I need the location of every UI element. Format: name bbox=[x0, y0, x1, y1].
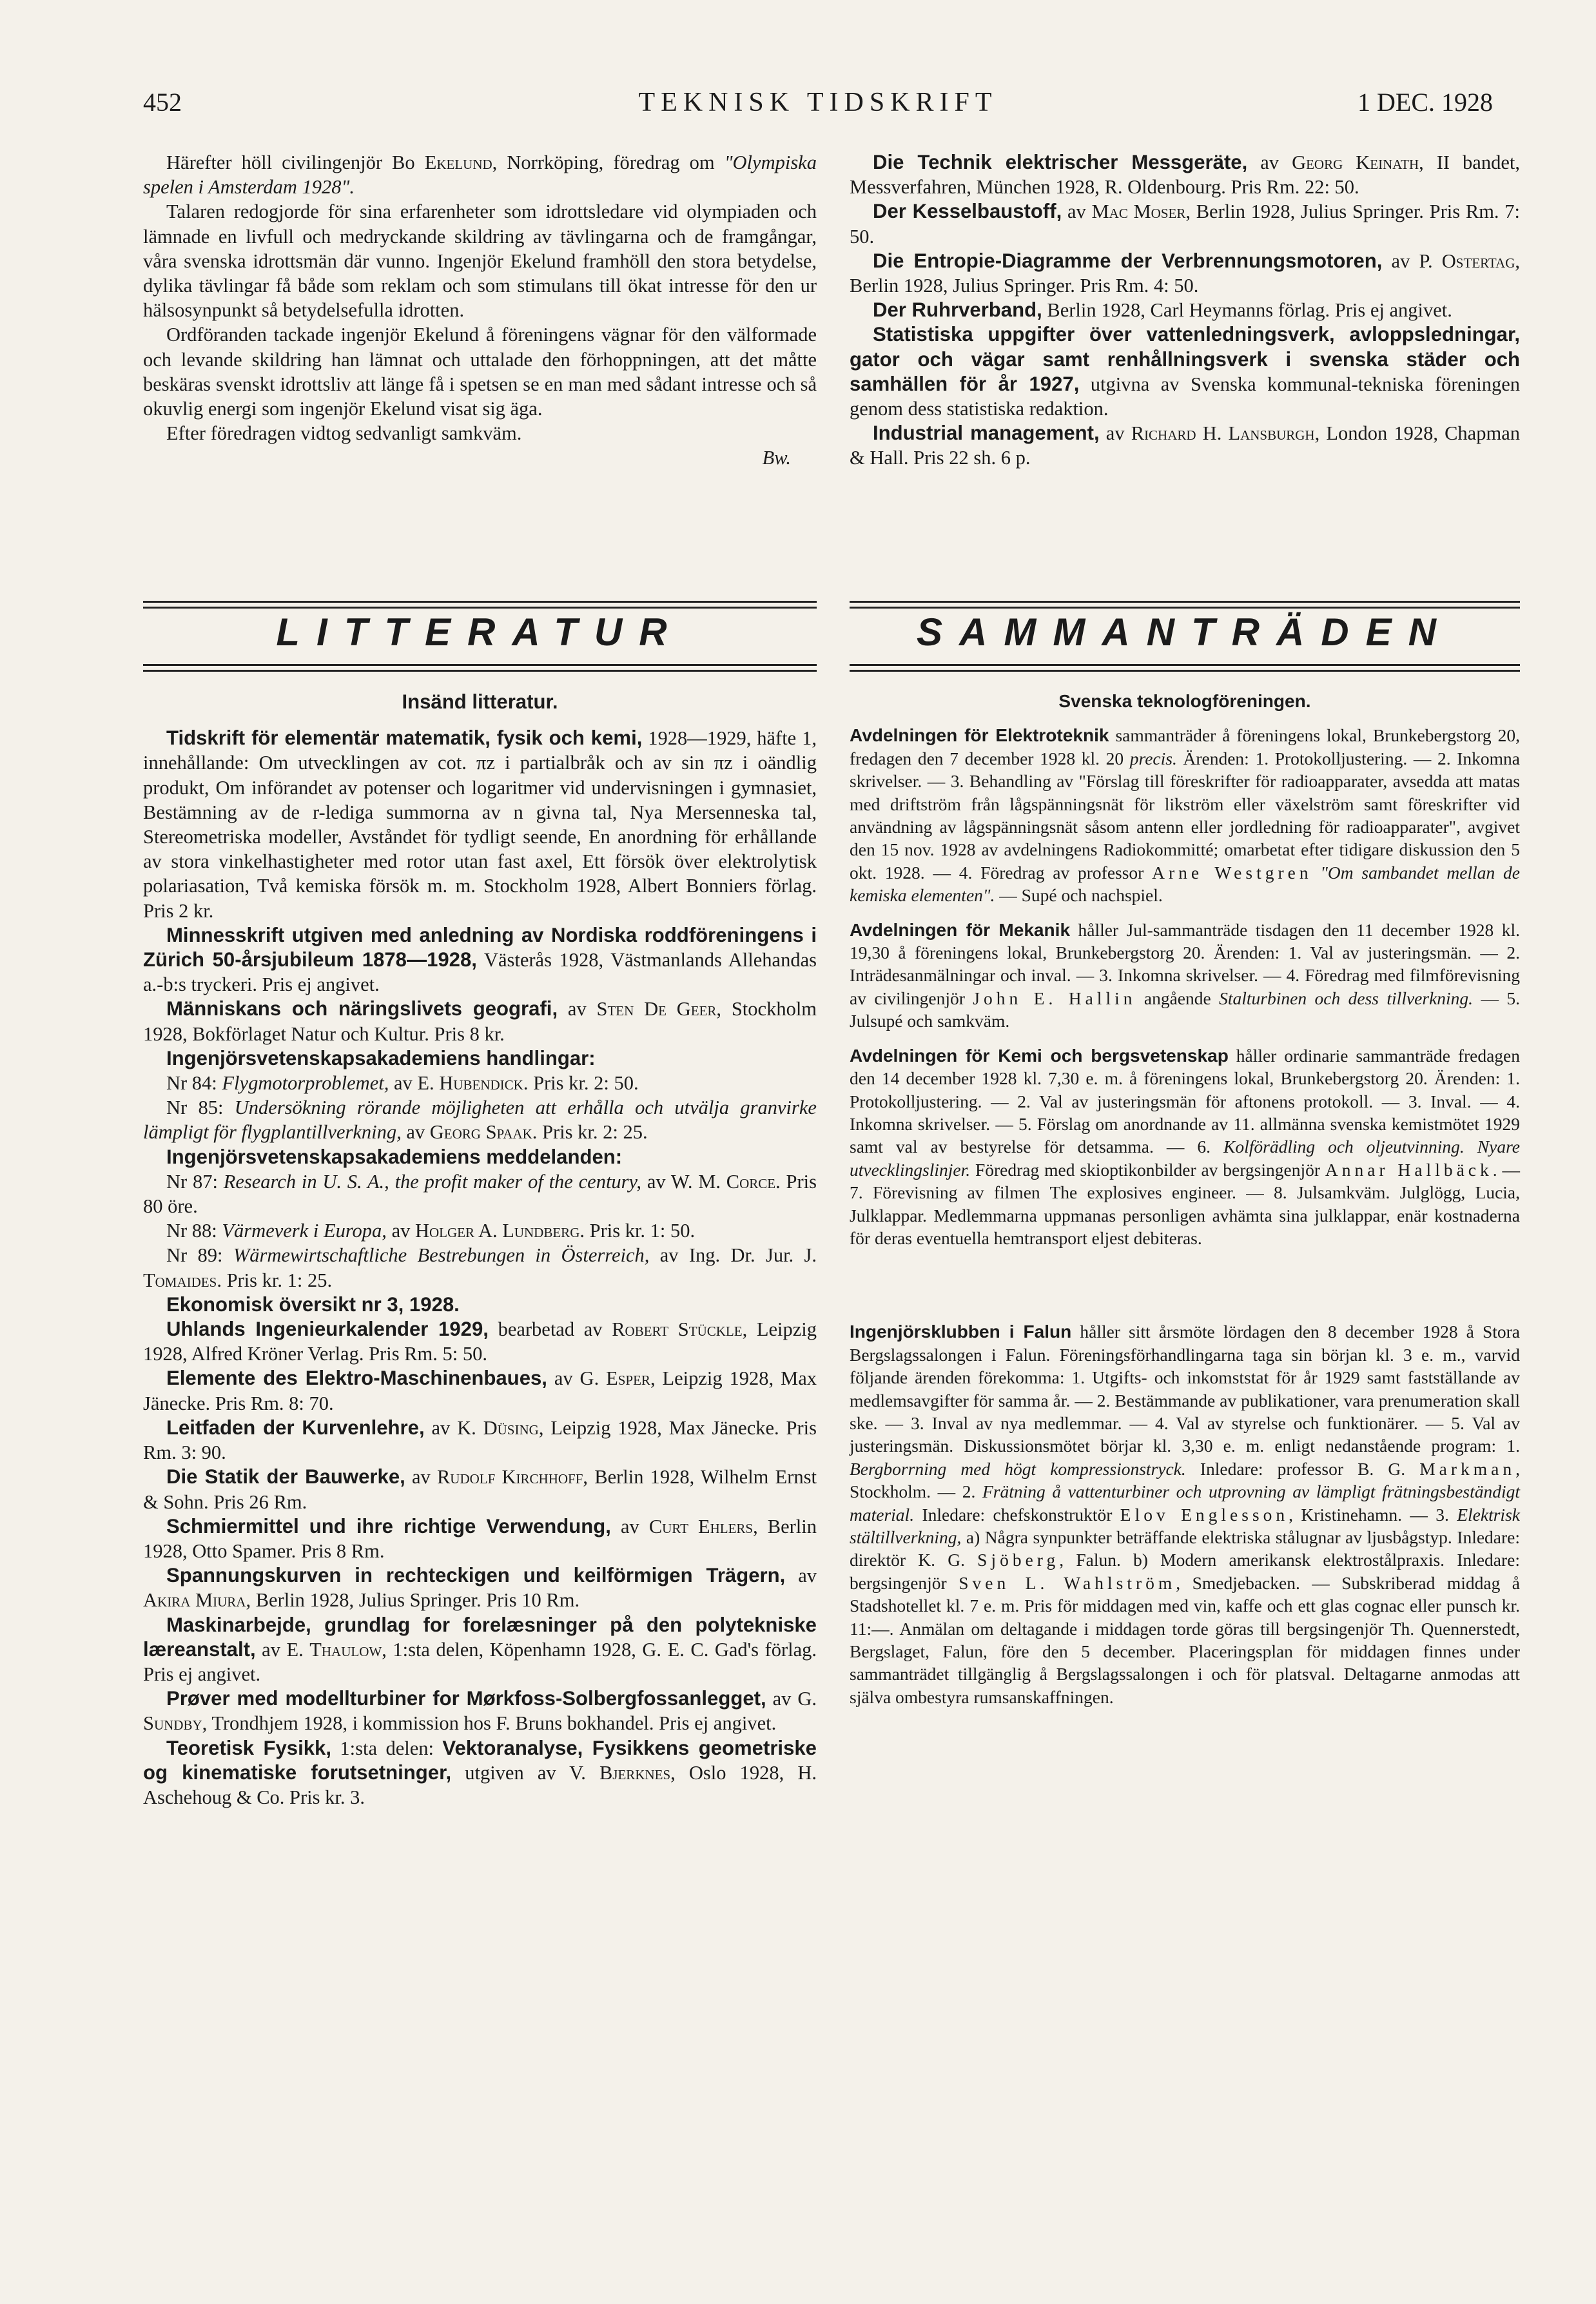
literature-entry: Der Kesselbaustoff, av Mac Moser, Berlin 1928, Julius Springer. Pris Rm. 7: 50. bbox=[850, 200, 1520, 248]
literature-entry: Der Ruhrverband, Berlin 1928, Carl Heymanns förlag. Pris ej angivet. bbox=[873, 298, 1452, 322]
literature-list bbox=[143, 690, 817, 1810]
literature-entry: Statistiska uppgifter över vattenledningsverk, avloppsledningar, gator och vägar samt renhållningsverk i svenska städer och samhällen för år 1927, utgivna av Svenska kommunal-tekniska föreningen genom dess statistiska redaktion. bbox=[850, 323, 1520, 420]
literature-entry: Människans och näringslivets geografi, av Sten De Geer, Stockholm 1928, Bokförlaget Natur och Kultur. Pris 8 kr. bbox=[143, 997, 817, 1045]
double-rule bbox=[850, 664, 1520, 672]
literature-entry: Leitfaden der Kurvenlehre, av K. Düsing, Leipzig 1928, Max Jänecke. Pris Rm. 3: 90. bbox=[143, 1416, 817, 1464]
page-number: 452 bbox=[143, 88, 182, 117]
literature-entry: Maskinarbejde, grundlag for forelæsninger på den polytekniske læreanstalt, av E. Thaulow, 1:sta delen, Köpenhamn 1928, G. E. C. Gad's förlag. Pris ej angivet. bbox=[143, 1613, 817, 1685]
journal-title: TEKNISK TIDSKRIFT bbox=[638, 88, 998, 117]
section-heading-sammantraden: SAMMANTRÄDEN bbox=[917, 610, 1453, 654]
literature-entry: Nr 85: Undersökning rörande möjligheten att erhålla och utvälja granvirke lämpligt för flygplantillverkning, av Georg Spaak. Pris kr. 2: 25. bbox=[143, 1097, 817, 1144]
literature-entry: Minnesskrift utgiven med anledning av Nordiska roddföreningens i Zürich 50-årsjubileum 1878—1928, Västerås 1928, Västmanlands Allehandas a.-b:s tryckeri. Pris ej angivet. bbox=[143, 923, 817, 996]
meetings-section bbox=[850, 690, 1520, 1708]
meeting-notice: Avdelningen för Mekanik håller Jul-sammanträde tisdagen den 11 december 1928 kl. 19,30 å föreningens lokal, Brunkebergstorg 20. Ärenden: 1. Val av justeringsmän. — 2. Inträdesanmälningar och inval. — 3. Inkomna skrivelser. — 4. Föredrag med filmförevisning av civilingenjör John E. Hallin angående Stalturbinen och dess tillverkning. — 5. Julsupé och samkväm. bbox=[850, 919, 1521, 1031]
literature-entry: Die Technik elektrischer Messgeräte, av Georg Keinath, II bandet, Messverfahren, München 1928, R. Oldenbourg. Pris Rm. 22: 50. bbox=[850, 151, 1520, 199]
section-heading-litteratur: LITTERATUR bbox=[276, 610, 684, 654]
literature-entry: Industrial management, av Richard H. Lansburgh, London 1928, Chapman & Hall. Pris 22 sh. 6 p. bbox=[850, 422, 1520, 469]
literature-subheading: Insänd litteratur. bbox=[402, 690, 558, 713]
report-paragraph: Talaren redogjorde för sina erfarenheter som idrottsledare vid olympiaden och lämnade en livfull och medryckande skildring av tävlingarna och de framgångar, våra svenska idrottsmän där vunno. Ingenjör Ekelund framhöll den stora betydelse, dylika tävlingar få både som reklam och som stimulans till ökat intresse för den ur hälsosynpunkt så betydelsefulla idrotten. bbox=[143, 200, 817, 322]
literature-entry: Teoretisk Fysikk, 1:sta delen: Vektoranalyse, Fysikkens geometriske og kinematiske forutsetninger, utgiven av V. Bjerknes, Oslo 1928, H. Aschehoug & Co. Pris kr. 3. bbox=[143, 1736, 817, 1808]
page-header bbox=[143, 87, 1493, 126]
double-rule bbox=[850, 601, 1520, 609]
literature-entry: Ingenjörsvetenskapsakademiens handlingar: bbox=[166, 1046, 596, 1069]
literature-entry: Nr 87: Research in U. S. A., the profit maker of the century, av W. M. Corce. Pris 80 öre. bbox=[143, 1170, 817, 1218]
literature-entry: Elemente des Elektro-Maschinenbaues, av G. Esper, Leipzig 1928, Max Jänecke. Pris Rm. 8: 70. bbox=[143, 1367, 817, 1414]
report-paragraph: Ordföranden tackade ingenjör Ekelund å föreningens vägnar för den välformade och levande skildring han lämnat och uttalade den förhoppningen, att det måtte beskäras svenskt idrottsliv att länge få i spetsen se en man med sådant intresse och så okuvlig energi som ingenjör Ekelund visat sig äga. bbox=[143, 324, 817, 420]
literature-entry: Die Entropie-Diagramme der Verbrennungsmotoren, av P. Ostertag, Berlin 1928, Julius Springer. Pris Rm. 4: 50. bbox=[850, 249, 1520, 297]
meetings-subheading: Svenska teknologföreningen. bbox=[1058, 691, 1311, 711]
literature-entry: Spannungskurven in rechteckigen und keilförmigen Trägern, av Akira Miura, Berlin 1928, Julius Springer. Pris 10 Rm. bbox=[143, 1564, 817, 1612]
literature-entry: Nr 84: Flygmotorproblemet, av E. Hubendick. Pris kr. 2: 50. bbox=[166, 1072, 639, 1095]
meeting-report bbox=[143, 150, 817, 471]
signature: Bw. bbox=[762, 447, 791, 469]
literature-entry: Ingenjörsvetenskapsakademiens meddelanden: bbox=[166, 1145, 623, 1168]
literature-entry: Nr 89: Wärmewirtschaftliche Bestrebungen in Österreich, av Ing. Dr. Jur. J. Tomaides. Pris kr. 1: 25. bbox=[143, 1244, 817, 1291]
meeting-notice: Ingenjörsklubben i Falun håller sitt årsmöte lördagen den 8 december 1928 å Stora Bergslagssalongen i Falun. Föreningsförhandlingarna taga sin början kl. 3 e. m., varvid följande ärenden förekomma: 1. Utgifts- och inkomststat för år 1929 samt fastställande av medlemsavgifter för samma år. — 2. Bestämmande av publikationer, vara prenumeration skall ske. — 3. Inval av nya medlemmar. — 4. Val av styrelse och funktionärer. — 5. Val av justeringsmän. Diskussionsmötet börjar kl. 3,30 e. m. enligt nedanstående program: 1. Bergborrning med högt kompressionstryck. Inledare: professor B. G. Markman, Stockholm. — 2. Frätning å vattenturbiner och utprovning av lämpligt frätningsbeständigt material. Inledare: chefskonstruktör Elov Englesson, Kristinehamn. — 3. Elektrisk stältillverkning, a) Några synpunkter beträffande elektriska stålugnar av ljusbågstyp. Inledare: direktör K. G. Sjöberg, Falun. b) Modern amerikansk elektrostålpraxis. Inledare: bergsingenjör Sven L. Wahlström, Smedjebacken. — Subskriberad middag å Stadshotellet kl. 7 e. m. Pris för middagen med vin, kaffe och ett glas cognac eller punsch kr. 11:—. Anmälan om deltagande i middagen torde göras till bergsingenjör Th. Quennerstedt, Bergslaget, Falun, före den 5 december. Placeringsplan för middagen finnes under sammanträdet tillgänglig å Bergslagssalongen i och för platsval. Deltagarne anmodas att själva ombestyra rumsanskaffningen. bbox=[850, 1322, 1521, 1707]
literature-entry: Ekonomisk översikt nr 3, 1928. bbox=[166, 1293, 460, 1316]
literature-list-continued bbox=[850, 150, 1520, 471]
double-rule bbox=[143, 664, 817, 672]
literature-entry: Prøver med modellturbiner for Mørkfoss-Solbergfossanlegget, av G. Sundby, Trondhjem 1928, i kommission hos F. Bruns bokhandel. Pris ej angivet. bbox=[143, 1687, 817, 1735]
literature-entry: Nr 88: Värmeverk i Europa, av Holger A. Lundberg. Pris kr. 1: 50. bbox=[166, 1220, 696, 1242]
literature-entry: Die Statik der Bauwerke, av Rudolf Kirchhoff, Berlin 1928, Wilhelm Ernst & Sohn. Pris 26 Rm. bbox=[143, 1465, 817, 1513]
report-paragraph: Härefter höll civilingenjör Bo Ekelund, Norrköping, föredrag om "Olympiska spelen i Amsterdam 1928". bbox=[143, 151, 817, 199]
literature-entry: Tidskrift för elementär matematik, fysik och kemi, 1928—1929, häfte 1, innehållande: Om utvecklingen av cot. πz i partialbråk och av sin πz i oändlig produkt, Om införandet av potenser och logaritmer vid undervisningen i gymnasiet, Bestämning av de r-lediga summorna av n givna tal, Nya Mersenneska tal, Stereometriska modeller, Avståndet för tydligt seende, En anordning för erhållande av stora vinkelhastigheter med rotor utan fast axel, Ett försök över elektrolytisk polariasation, Två kemiska försök m. m. Stockholm 1928, Albert Bonniers förlag. Pris 2 kr. bbox=[143, 727, 817, 922]
issue-date: 1 DEC. 1928 bbox=[1358, 88, 1493, 117]
literature-entry: Schmiermittel und ihre richtige Verwendung, av Curt Ehlers, Berlin 1928, Otto Spamer. Pris 8 Rm. bbox=[143, 1514, 817, 1562]
meeting-notice: Avdelningen för Elektroteknik sammanträder å föreningens lokal, Brunkebergstorg 20, fredagen den 7 december 1928 kl. 20 precis. Ärenden: 1. Protokolljustering. — 2. Inkomna skrivelser. — 3. Behandling av "Förslag till föreskrifter för radioapparater, avsedda att matas med driftström från lågspänningsnät för likström eller växelström samt föreskrifter vid användning av lågspänningsnät såsom antenn eller jordledning för radioapparater", avgivet den 15 nov. 1928 av avdelningens Radiokommitté; omarbetat efter tidigare diskussion den 5 okt. 1928. — 4. Föredrag av professor Arne Westgren "Om sambandet mellan de kemiska elementen". — Supé och nachspiel. bbox=[850, 725, 1521, 906]
report-paragraph: Efter föredragen vidtog sedvanligt samkväm. bbox=[166, 422, 522, 445]
literature-entry: Uhlands Ingenieurkalender 1929, bearbetad av Robert Stückle, Leipzig 1928, Alfred Kröner Verlag. Pris Rm. 5: 50. bbox=[143, 1318, 817, 1365]
double-rule bbox=[143, 601, 817, 609]
meeting-notice: Avdelningen för Kemi och bergsvetenskap håller ordinarie sammanträde fredagen den 14 december 1928 kl. 7,30 e. m. å föreningens lokal, Brunkebergstorg 20. Ärenden: 1. Protokolljustering. — 2. Val av justeringsmän för aftonens protokoll. — 3. Inval. — 4. Inkomna skrivelser. — 5. Förslag om anordnande av 11. allmänna svenska kemistmötet 1929 samt val av bestyrelse för detsamma. — 6. Kolförädling och oljeutvinning. Nyare utvecklingslinjer. Föredrag med skioptikonbilder av bergsingenjör Annar Hallbäck. — 7. Förevisning av filmen The explosives engineer. — 8. Julsamkväm. Julglögg, Lucia, Julklappar. Medlemmarna uppmanas personligen avhämta sina julklappar, enär kostnaderna för deras eventuella hemtransport eljest debiteras. bbox=[850, 1045, 1520, 1248]
